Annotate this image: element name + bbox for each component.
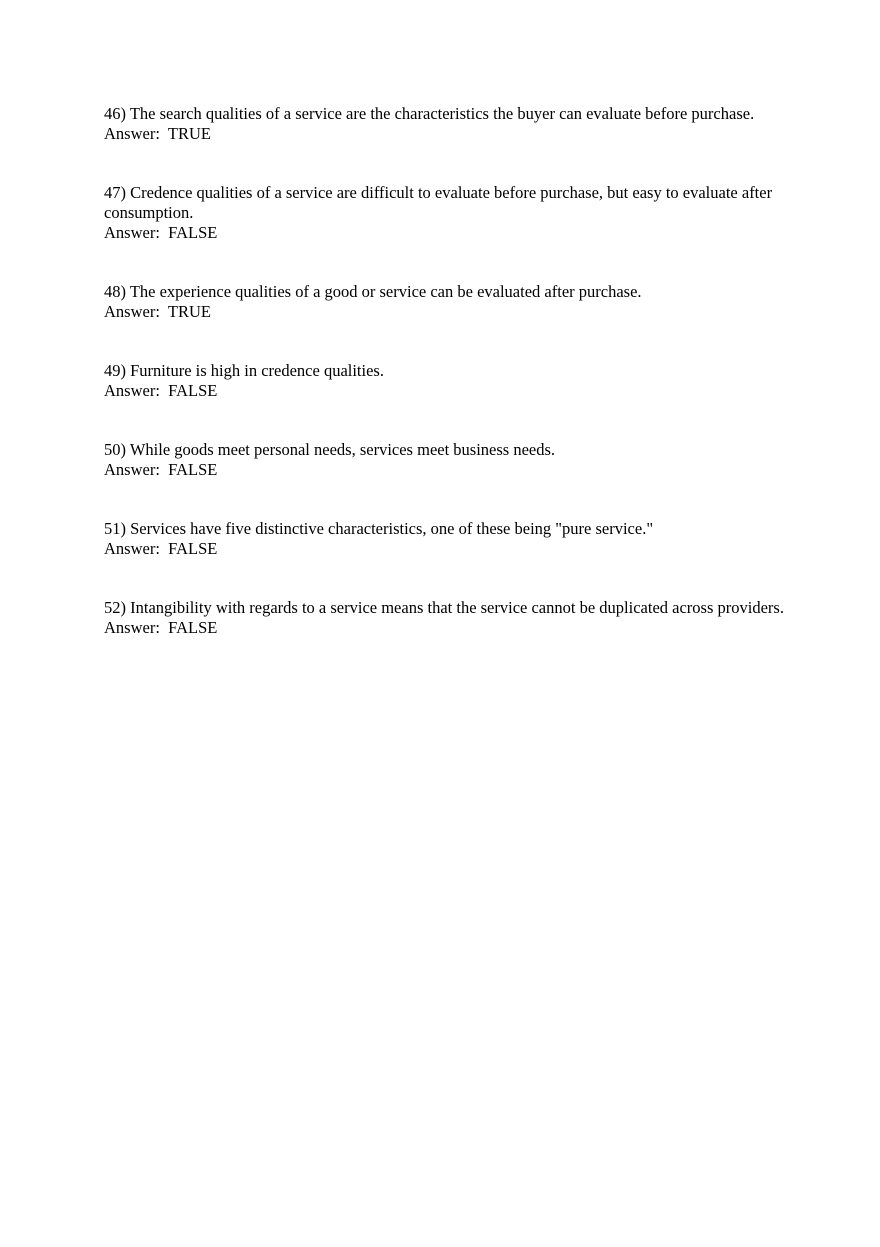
question-item [104,598,784,638]
question-item [104,361,784,401]
question-item [104,519,784,559]
answer-prefix: Answer: [104,302,160,321]
question-text: 46) The search qualities of a service are the characteristics the buyer can evaluate before purchase. [104,104,755,123]
question-item [104,104,784,144]
answer-value: FALSE [168,460,218,479]
question-text: 49) Furniture is high in credence qualities. [104,361,384,380]
question-text: 50) While goods meet personal needs, services meet business needs. [104,440,556,459]
answer-prefix: Answer: [104,381,160,400]
question-text: 47) Credence qualities of a service are difficult to evaluate before purchase, but easy to evaluate after consumption. [104,183,773,222]
question-text: 48) The experience qualities of a good or service can be evaluated after purchase. [104,282,642,301]
question-text: 52) Intangibility with regards to a service means that the service cannot be duplicated across providers. [104,598,784,617]
answer-line [104,223,784,243]
question-item [104,183,784,243]
answer-value: TRUE [167,124,211,143]
answer-line [104,539,784,559]
answer-line [104,124,784,144]
question-text: 51) Services have five distinctive characteristics, one of these being "pure service." [104,519,654,538]
answer-line [104,618,784,638]
answer-line [104,302,784,322]
answer-value: FALSE [168,223,218,242]
answer-value: TRUE [167,302,211,321]
question-item [104,440,784,480]
answer-prefix: Answer: [104,618,160,637]
answer-value: FALSE [168,381,218,400]
answer-prefix: Answer: [104,460,160,479]
answer-prefix: Answer: [104,124,160,143]
answer-prefix: Answer: [104,223,160,242]
answer-value: FALSE [168,618,218,637]
answer-line [104,381,784,401]
answer-value: FALSE [168,539,218,558]
question-list [104,104,784,677]
answer-line [104,460,784,480]
answer-prefix: Answer: [104,539,160,558]
question-item [104,282,784,322]
